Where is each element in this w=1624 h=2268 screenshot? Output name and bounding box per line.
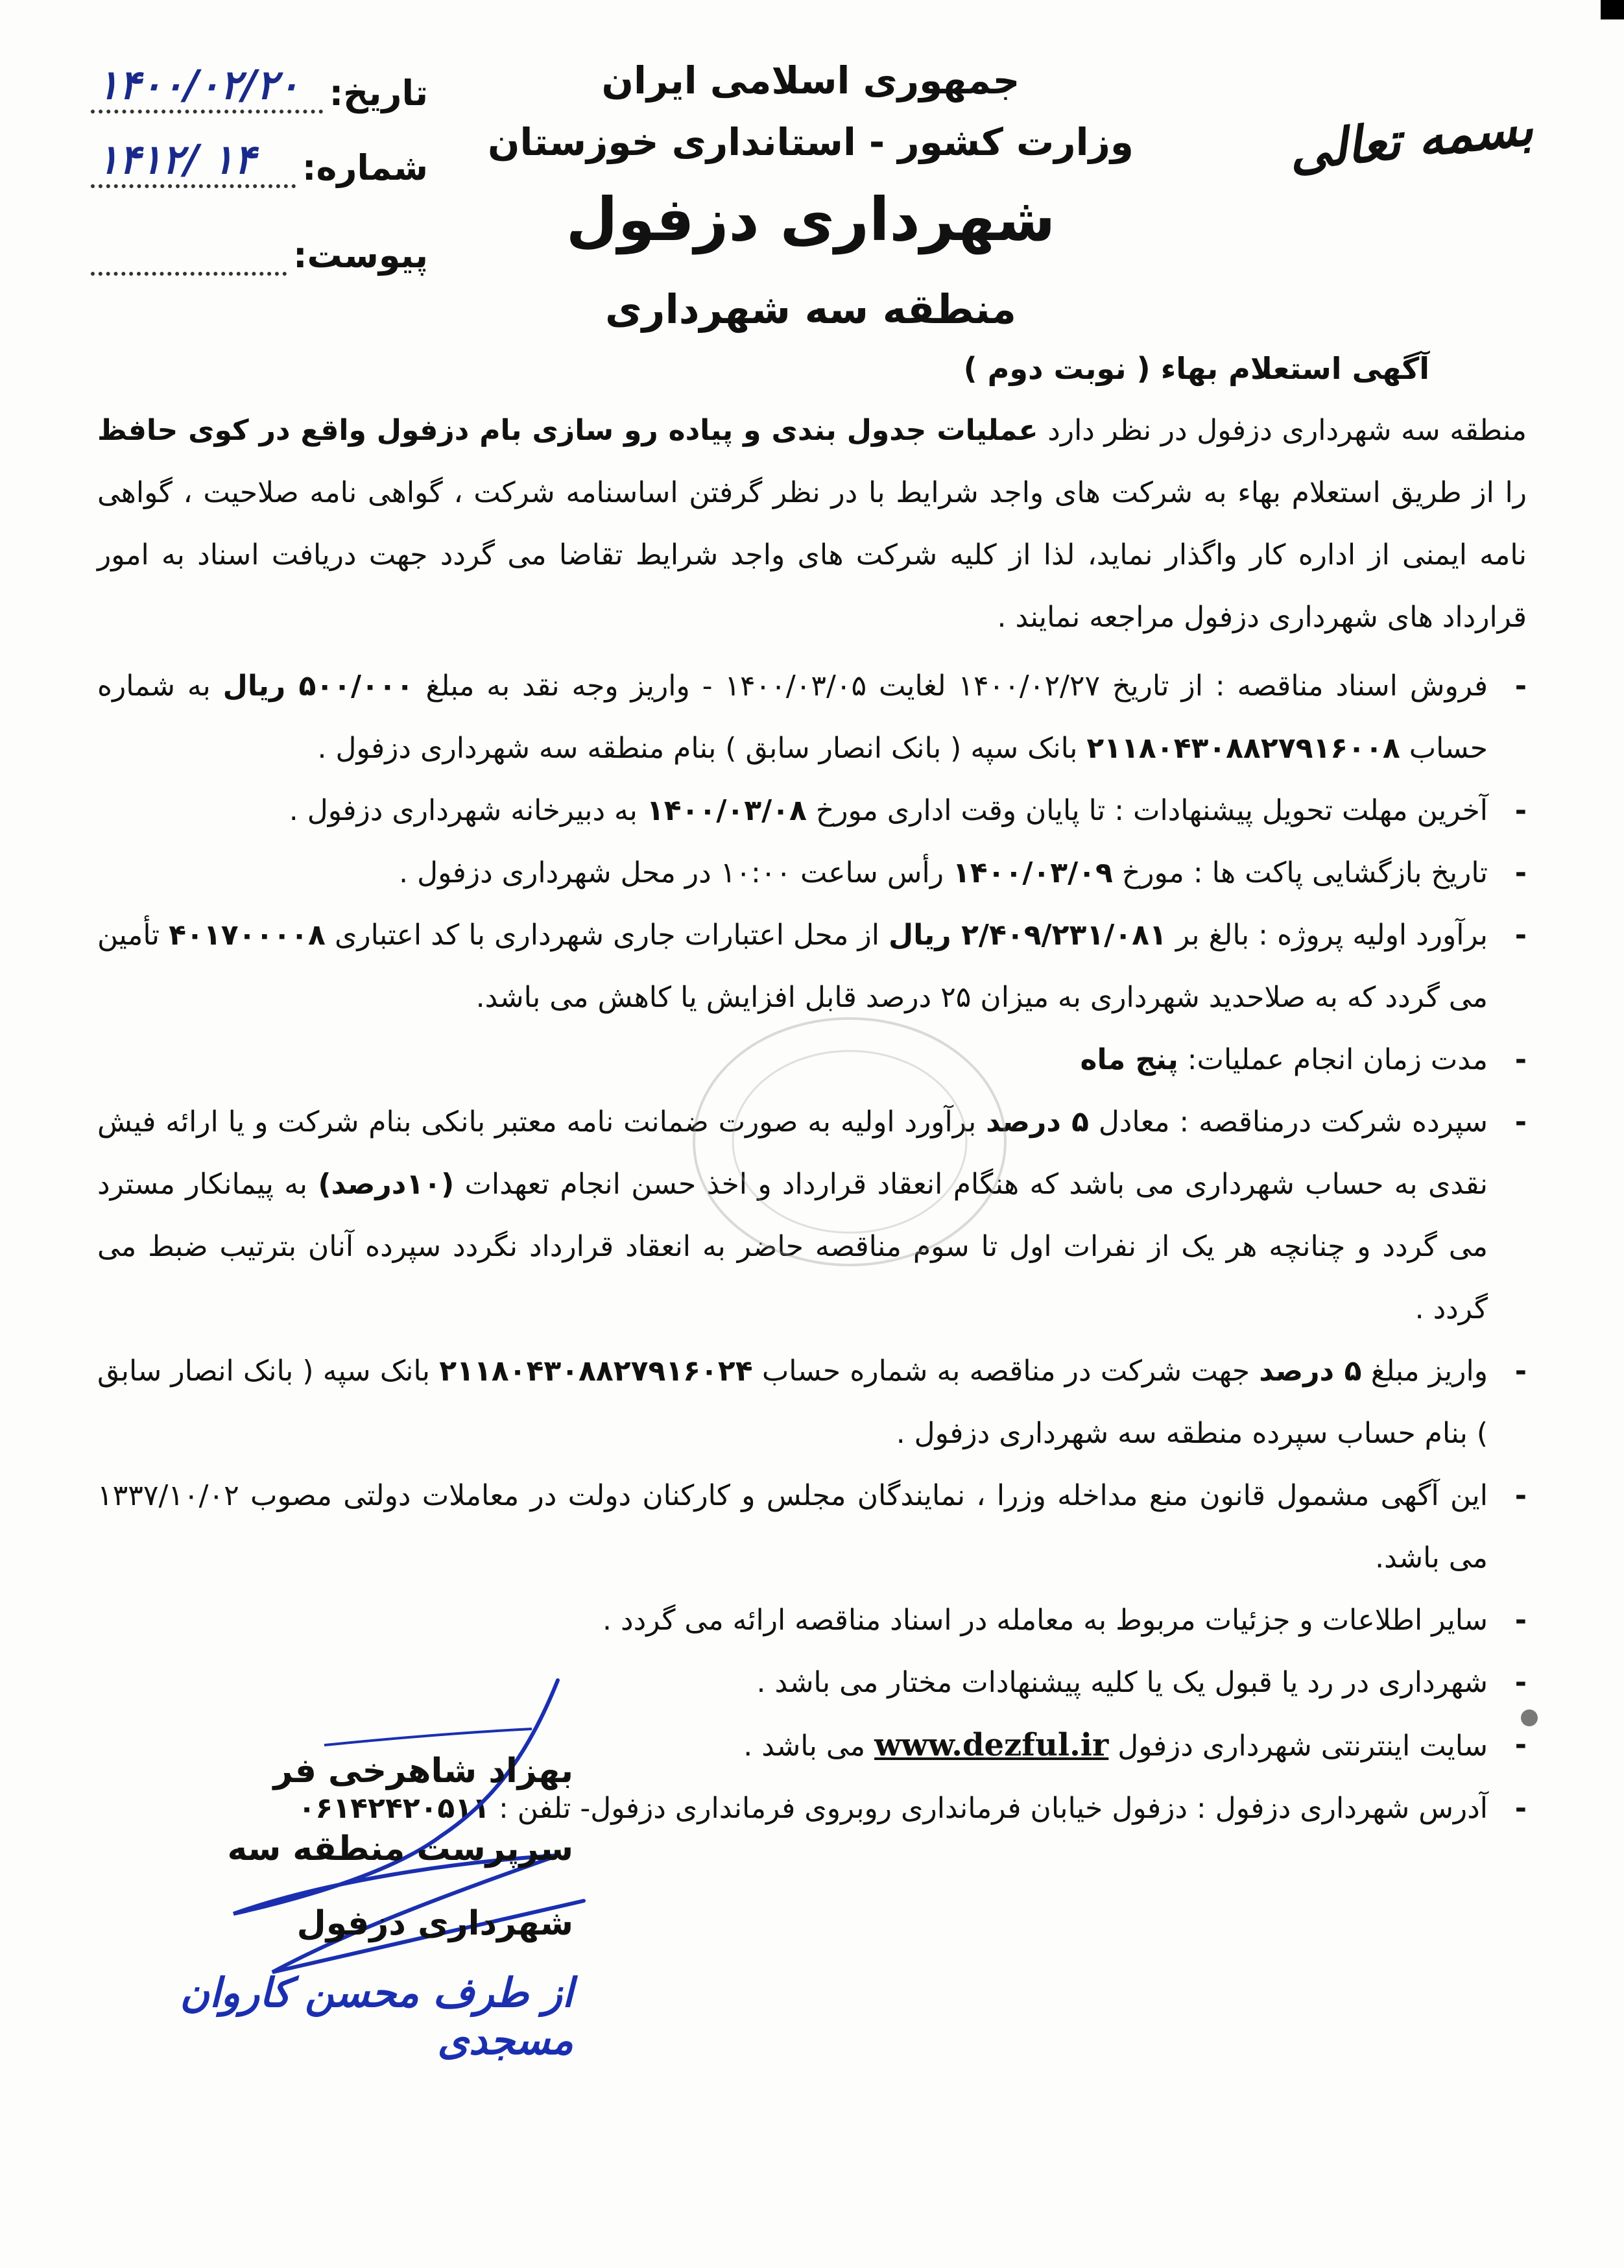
item-text: از محل اعتبارات جاری شهرداری با کد اعتباری — [325, 919, 889, 952]
item-bold: ۵ درصد — [1259, 1355, 1362, 1388]
item-text: آدرس شهرداری دزفول : دزفول خیابان فرمانداری روبروی فرمانداری دزفول- تلفن : — [490, 1792, 1488, 1825]
item-text: سایر اطلاعات و جزئیات مربوط به معامله در اسناد مناقصه ارائه می گردد . — [603, 1604, 1488, 1637]
item-text: سپرده شرکت درمناقصه : معادل — [1089, 1105, 1488, 1139]
item-text: مدت زمان انجام عملیات: — [1178, 1043, 1488, 1076]
item-text: این آگهی مشمول قانون منع مداخله وزرا ، نمایندگان مجلس و کارکنان دولت در معاملات دولتی مصوب ۱۳۳۷/۱۰/۰۲ می باشد. — [97, 1479, 1488, 1574]
item-bold: ۱۴۰۰/۰۳/۰۹ — [952, 856, 1113, 889]
date-field — [91, 62, 428, 114]
date-value: ۱۴۰۰/۰۲/۲۰ — [97, 61, 300, 108]
signatory-name: بهزاد شاهرخی فر — [273, 1752, 573, 1791]
notice-title: آگهی استعلام بهاء ( نوبت دوم ) — [963, 351, 1429, 386]
item-bold: ۱۴۰۰/۰۳/۰۸ — [646, 794, 807, 827]
notice-intro — [97, 400, 1527, 649]
item-text: شهرداری در رد یا قبول یک یا کلیه پیشنهادات مختار می باشد . — [756, 1666, 1488, 1699]
item-bold: پنج ماه — [1080, 1043, 1178, 1076]
basmala-handwritten: بسمه تعالی — [1286, 97, 1536, 182]
attachment-line — [91, 233, 287, 276]
list-item — [97, 1340, 1527, 1465]
item-text: می باشد . — [743, 1730, 875, 1763]
item-text: جهت شرکت در مناقصه به شماره حساب — [752, 1355, 1260, 1388]
item-text: بانک سپه ( بانک انصار سابق ) بنام منطقه سه شهرداری دزفول . — [317, 732, 1087, 765]
item-text: واریز مبلغ — [1361, 1355, 1488, 1388]
item-text: به شماره حساب — [97, 670, 1488, 765]
list-item — [97, 1589, 1527, 1652]
item-bold: (۱۰درصد) — [318, 1168, 455, 1201]
intro-text-1: منطقه سه شهرداری دزفول در نظر دارد — [1038, 414, 1527, 447]
number-label: شماره: — [302, 147, 428, 188]
item-bold: ۲۱۱۸۰۴۳۰۸۸۲۷۹۱۶۰۲۴ — [439, 1355, 753, 1388]
faint-stamp-watermark — [681, 1006, 1018, 1278]
item-text: به دبیرخانه شهرداری دزفول . — [289, 794, 647, 827]
item-text: بانک سپه ( بانک انصار سابق ) بنام حساب سپرده منطقه سه شهرداری دزفول . — [97, 1355, 1488, 1450]
item-text: تأمین می گردد که به صلاحدید شهرداری به میزان ۲۵ درصد قابل افزایش یا کاهش می باشد. — [97, 919, 1488, 1014]
intro-text-2: را از طریق استعلام بهاء به شرکت های واجد شرایط با در نظر گرفتن اساسنامه شرکت ، گواهی نامه صلاحیت ، گواهی نامه ایمنی از اداره کار واگذار نماید، لذا از کلیه شرکت های واجد شرایط تقاضا می گردد جهت دریافت اسناد به امور قرارداد های شهرداری دزفول مراجعه نمایند . — [97, 476, 1527, 634]
list-item — [97, 1465, 1527, 1589]
header-country: جمهوری اسلامی ایران — [601, 58, 1020, 103]
list-item — [97, 655, 1527, 780]
item-text: برآورد اولیه پروژه : بالغ بر — [1166, 919, 1488, 952]
item-bold: ۵۰۰/۰۰۰ ریال — [222, 670, 414, 703]
website-link[interactable]: www.dezful.ir — [874, 1727, 1109, 1763]
item-text: فروش اسناد مناقصه : از تاریخ ۱۴۰۰/۰۲/۲۷ لغایت ۱۴۰۰/۰۳/۰۵ - واریز وجه نقد به مبلغ — [413, 670, 1488, 703]
item-text: سایت اینترنتی شهرداری دزفول — [1108, 1730, 1488, 1763]
header-department: منطقه سه شهرداری — [604, 285, 1017, 333]
header-organization: شهرداری دزفول — [566, 185, 1056, 254]
item-text: تاریخ بازگشایی پاکت ها : مورخ — [1112, 856, 1488, 889]
attachment-field — [91, 224, 428, 276]
on-behalf-handwritten: از طرف محسن کاروان مسجدی — [180, 1969, 573, 2064]
number-line — [91, 136, 296, 188]
item-text: رأس ساعت ۱۰:۰۰ در محل شهرداری دزفول . — [399, 856, 953, 889]
item-text: آخرین مهلت تحویل پیشنهادات : تا پایان وقت اداری مورخ — [806, 794, 1488, 827]
item-bold: ۴۰۱۷۰۰۰۰۸ — [169, 919, 326, 952]
item-bold: ۲/۴۰۹/۲۳۱/۰۸۱ ریال — [889, 919, 1167, 952]
phone-number: ۰۶۱۴۲۴۲۰۵۱۱ — [298, 1792, 490, 1825]
item-bold: ۵ درصد — [986, 1105, 1089, 1139]
signatory-organization: شهرداری دزفول — [296, 1904, 573, 1943]
date-line — [91, 61, 323, 114]
ink-dot — [1521, 1709, 1538, 1726]
item-bold: ۲۱۱۸۰۴۳۰۸۸۲۷۹۱۶۰۰۸ — [1086, 732, 1400, 765]
number-value: ۱۴۱۲/ ۱۴ — [97, 136, 256, 183]
number-field — [91, 136, 428, 188]
date-label: تاریخ: — [329, 73, 428, 114]
list-item — [97, 780, 1527, 842]
attachment-label: پیوست: — [293, 235, 428, 276]
header-ministry: وزارت کشور - استانداری خوزستان — [488, 120, 1134, 164]
list-item — [97, 842, 1527, 904]
signatory-role: سرپرست منطقه سه — [227, 1829, 573, 1868]
intro-project-name: عملیات جدول بندی و پیاده رو سازی بام دزفول واقع در کوی حافظ — [97, 414, 1038, 447]
item-text: به پیمانکار مسترد می گردد و چنانچه هر یک از نفرات اول تا سوم مناقصه حاضر به انعقاد قرارداد نگردد سپرده آنان بترتیب ضبط می گردد . — [97, 1168, 1488, 1325]
item-text: برآورد اولیه به صورت ضمانت نامه معتبر بانکی بنام شرکت و یا ارائه فیش نقدی به حساب شهرداری می باشد که هنگام انعقاد قرارداد و اخذ حسن انجام تعهدات — [97, 1105, 1488, 1201]
scan-edge-mark — [1601, 0, 1624, 19]
